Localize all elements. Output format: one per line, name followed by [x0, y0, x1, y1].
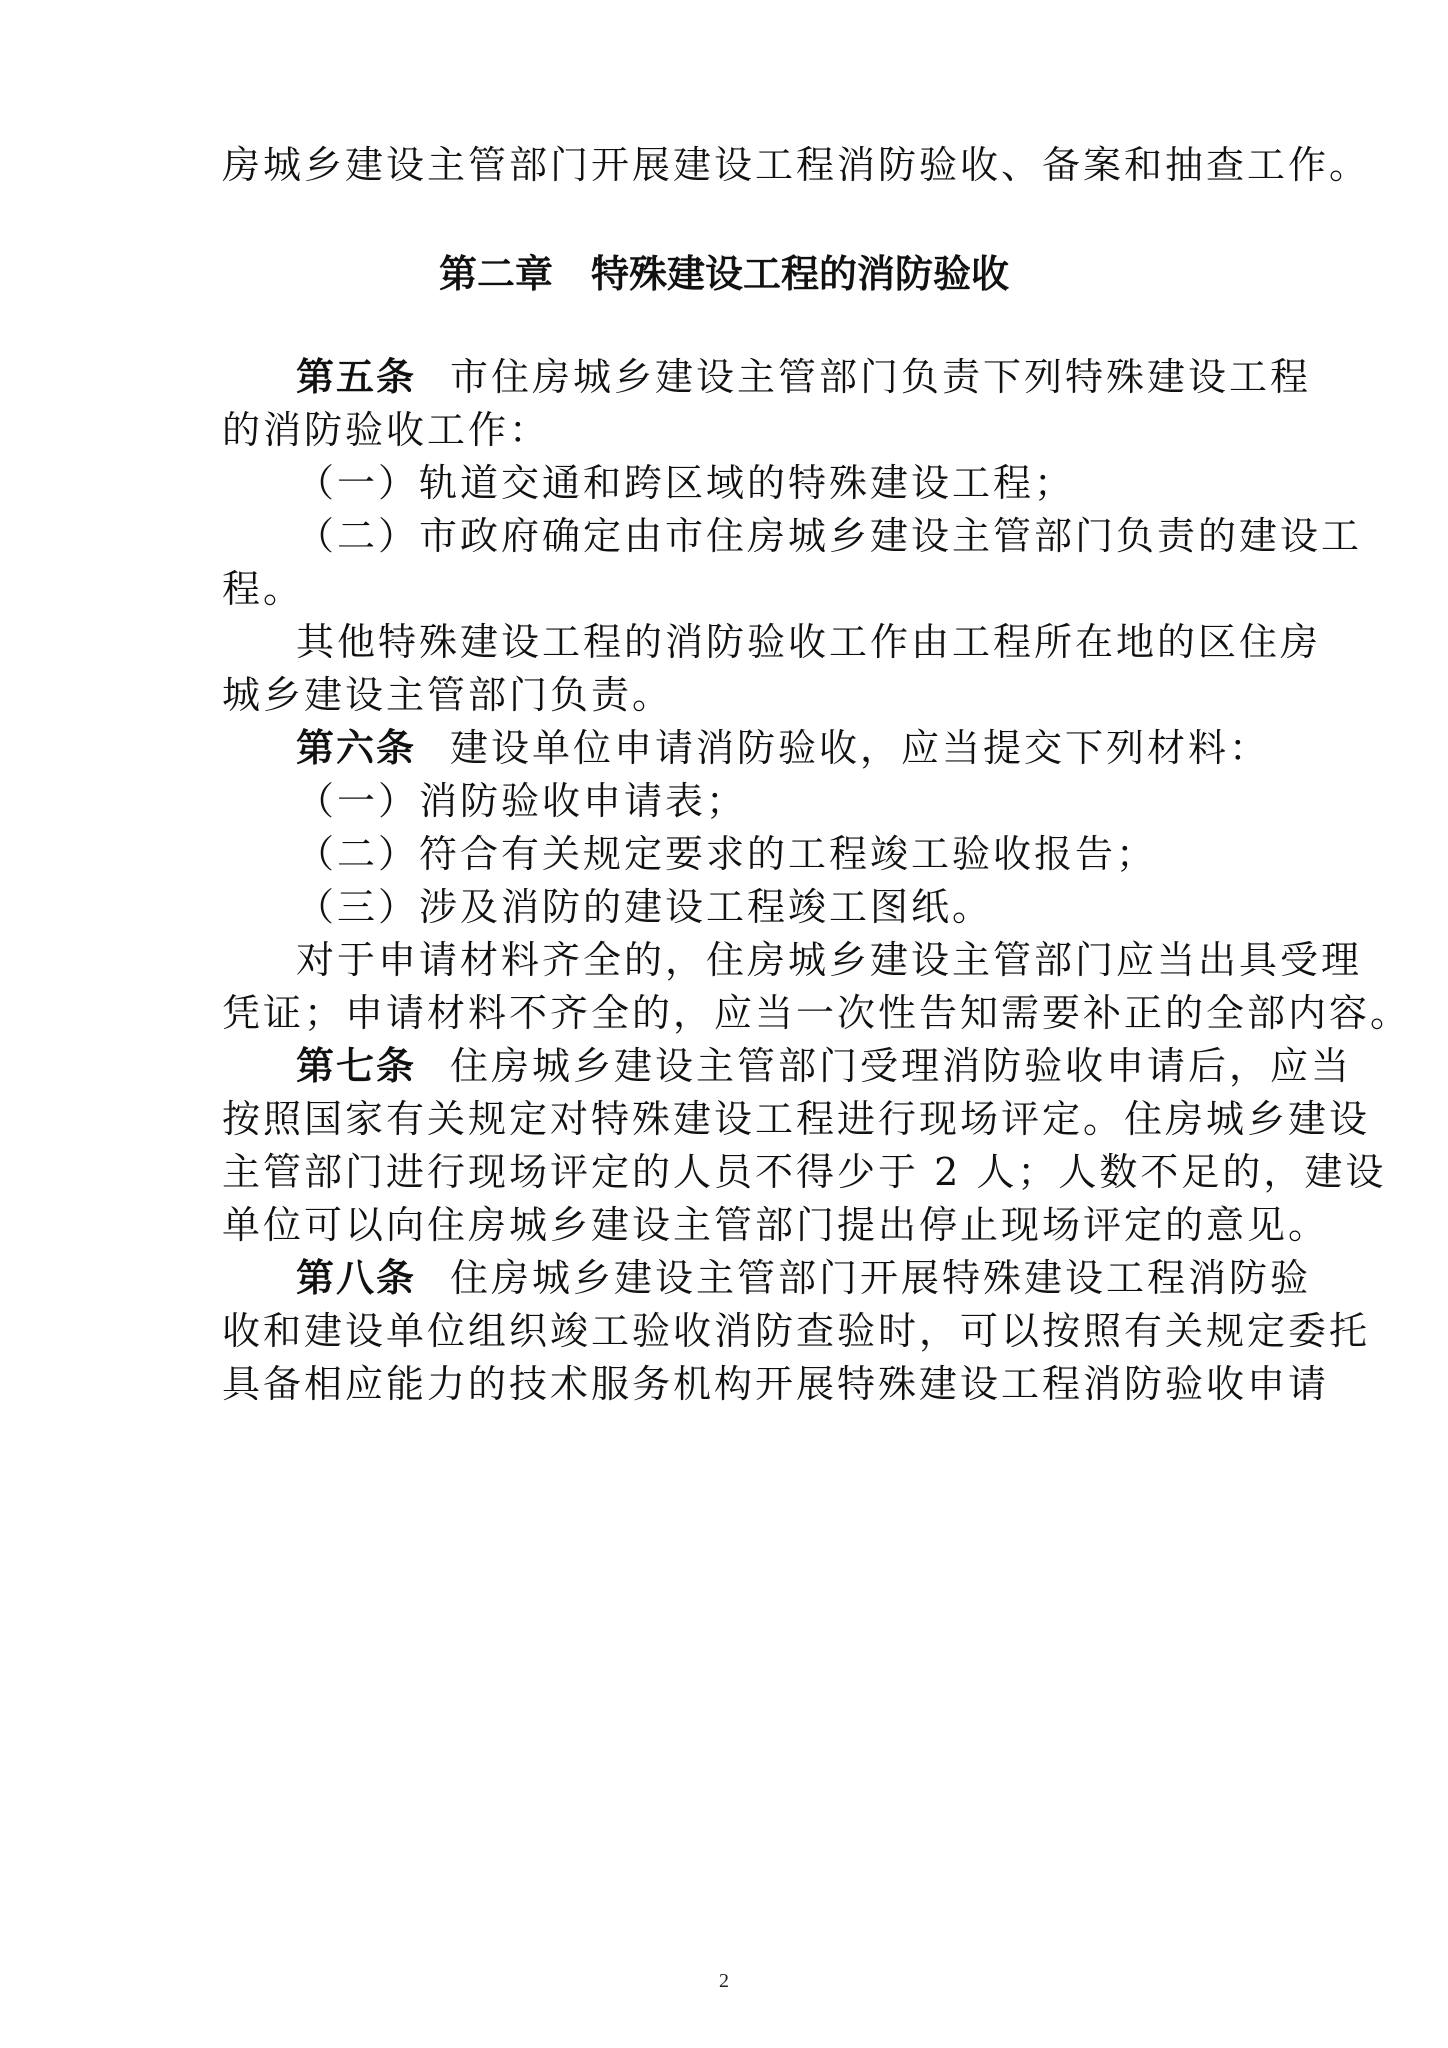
- article5-text: 市住房城乡建设主管部门负责下列特殊建设工程: [450, 355, 1312, 399]
- article8-label: 第八条: [296, 1256, 417, 1300]
- article6-first-line: [296, 723, 1271, 773]
- article7-line4: 单位可以向住房城乡建设主管部门提出停止现场评定的意见。: [222, 1203, 1330, 1247]
- article5-other-line1: 其他特殊建设工程的消防验收工作由工程所在地的区住房: [296, 620, 1322, 664]
- article7-first-line: [296, 1041, 1353, 1091]
- article7-line2: 按照国家有关规定对特殊建设工程进行现场评定。住房城乡建设: [222, 1097, 1371, 1141]
- article8-text: 住房城乡建设主管部门开展特殊建设工程消防验: [450, 1256, 1312, 1300]
- article5-other-line2: 城乡建设主管部门负责。: [222, 673, 674, 717]
- chapter-heading: 第二章 特殊建设工程的消防验收: [438, 252, 1009, 296]
- article6-note-line2: 凭证；申请材料不齐全的，应当一次性告知需要补正的全部内容。: [222, 991, 1412, 1035]
- article7-text: 住房城乡建设主管部门受理消防验收申请后，应当: [450, 1044, 1353, 1088]
- page-number: 2: [719, 1970, 729, 1992]
- article7-line3: 主管部门进行现场评定的人员不得少于 2 人；人数不足的，建设: [222, 1150, 1387, 1194]
- article6-item1: （一）消防验收申请表；: [296, 779, 748, 823]
- article6-text: 建设单位申请消防验收，应当提交下列材料：: [450, 726, 1271, 770]
- article8-line2: 收和建设单位组织竣工验收消防查验时，可以按照有关规定委托: [222, 1309, 1371, 1353]
- continuation-line: 房城乡建设主管部门开展建设工程消防验收、备案和抽查工作。: [222, 143, 1371, 187]
- article6-label: 第六条: [296, 726, 417, 770]
- article5-line2: 的消防验收工作：: [222, 408, 551, 452]
- article6-item3: （三）涉及消防的建设工程竣工图纸。: [296, 885, 994, 929]
- article8-line3: 具备相应能力的技术服务机构开展特殊建设工程消防验收申请: [222, 1362, 1330, 1406]
- article5-item2-line1: （二）市政府确定由市住房城乡建设主管部门负责的建设工: [296, 514, 1363, 558]
- article6-item2: （二）符合有关规定要求的工程竣工验收报告；: [296, 832, 1158, 876]
- article5-item1: （一）轨道交通和跨区域的特殊建设工程；: [296, 461, 1076, 505]
- article6-note-line1: 对于申请材料齐全的，住房城乡建设主管部门应当出具受理: [296, 938, 1363, 982]
- article5-item2-line2: 程。: [222, 567, 305, 611]
- article8-first-line: [296, 1253, 1312, 1303]
- article5-label: 第五条: [296, 355, 417, 399]
- article7-label: 第七条: [296, 1044, 417, 1088]
- article5-first-line: [296, 352, 1312, 402]
